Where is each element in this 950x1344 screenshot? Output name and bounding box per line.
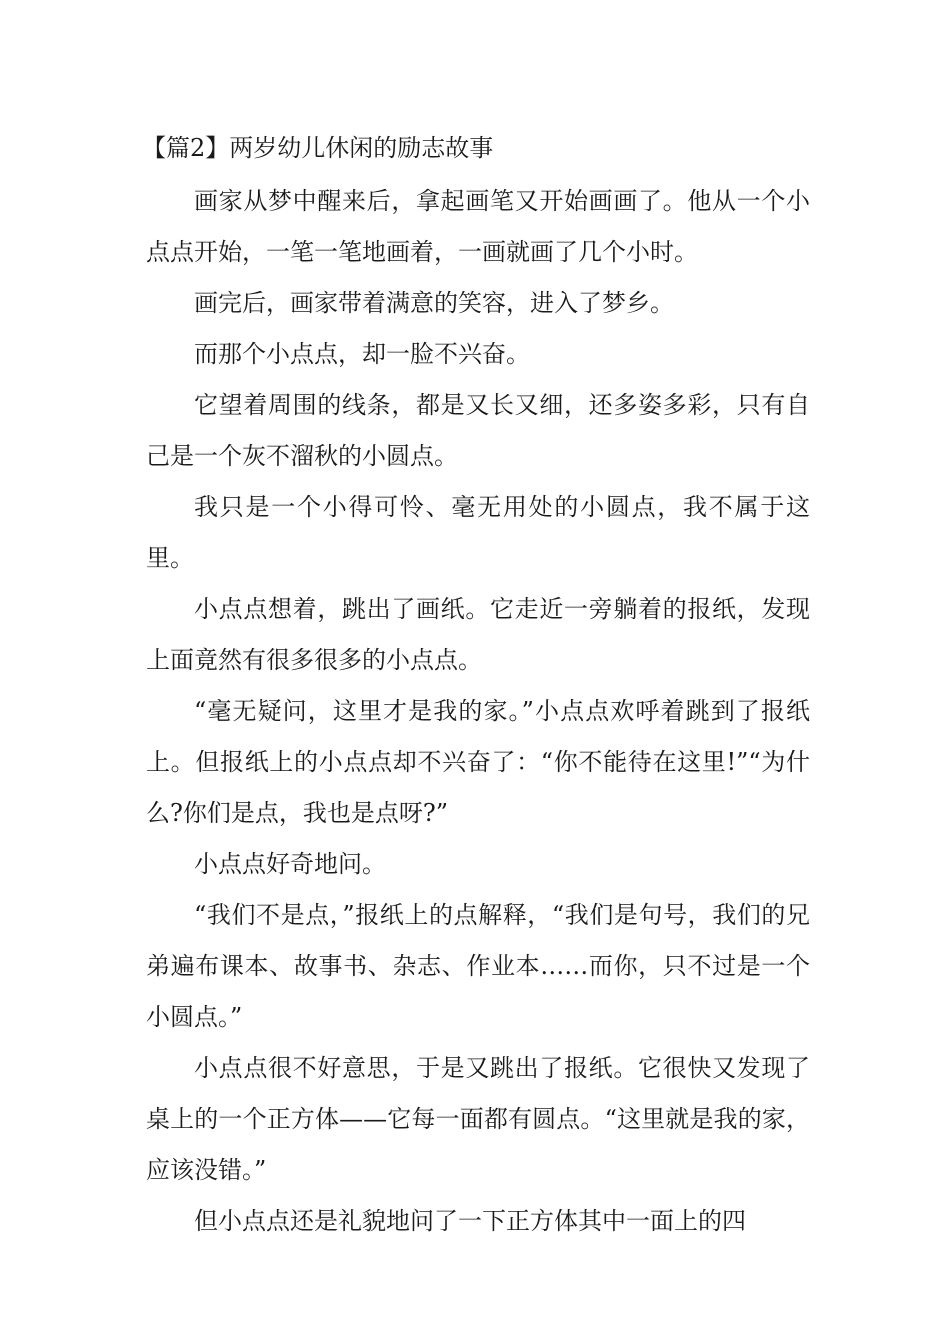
document-title: 【篇2】两岁幼儿休闲的励志故事 (142, 134, 494, 162)
paragraph: 小点点好奇地问。 (194, 850, 386, 878)
document-body (142, 128, 810, 1247)
paragraph: 而那个小点点，却一脸不兴奋。 (194, 340, 530, 368)
paragraph: 小点点想着，跳出了画纸。它走近一旁躺着的报纸，发现上面竟然有很多很多的小点点。 (146, 595, 810, 674)
paragraph: 但小点点还是礼貌地问了一下正方体其中一面上的四 (194, 1207, 746, 1235)
paragraph: 它望着周围的线条，都是又长又细，还多姿多彩，只有自己是一个灰不溜秋的小圆点。 (146, 391, 810, 470)
paragraph: “我们不是点，”报纸上的点解释，“我们是句号，我们的兄弟遍布课本、故事书、杂志、作业本……而你，只不过是一个小圆点。” (146, 901, 810, 1031)
paragraph: 我只是一个小得可怜、毫无用处的小圆点，我不属于这里。 (146, 493, 810, 572)
paragraph: 小点点很不好意思，于是又跳出了报纸。它很快又发现了桌上的一个正方体——它每一面都有圆点。“这里就是我的家，应该没错。” (146, 1054, 810, 1184)
paragraph: 画家从梦中醒来后，拿起画笔又开始画画了。他从一个小点点开始，一笔一笔地画着，一画就画了几个小时。 (146, 187, 810, 266)
paragraph: 画完后，画家带着满意的笑容，进入了梦乡。 (194, 289, 674, 317)
paragraph: “毫无疑问，这里才是我的家。”小点点欢呼着跳到了报纸上。但报纸上的小点点却不兴奋了：“你不能待在这里!”“为什么?你们是点，我也是点呀?” (146, 697, 810, 827)
